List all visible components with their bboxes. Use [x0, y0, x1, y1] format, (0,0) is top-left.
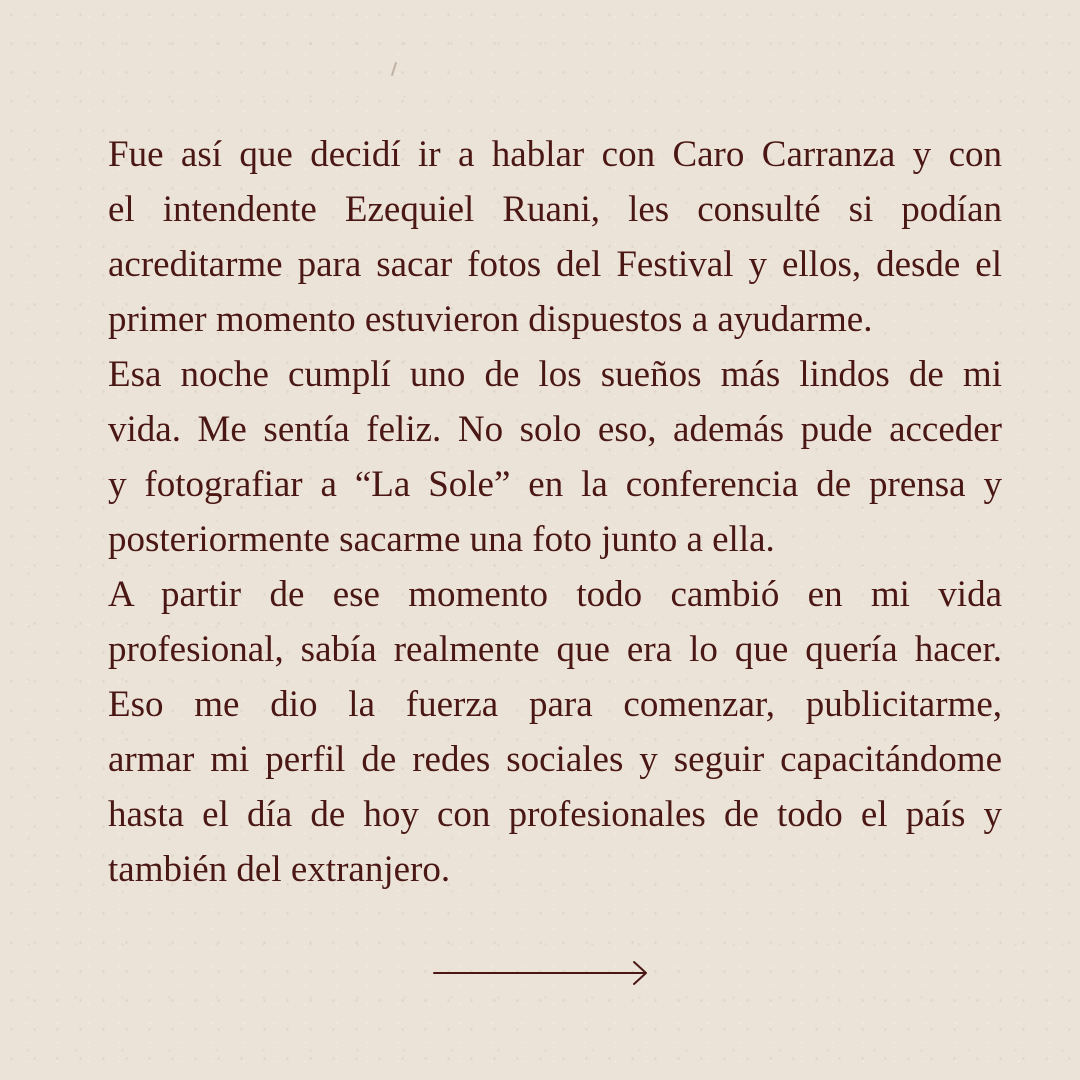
text-line: posteriormente sacarme una foto junto a ella.	[108, 519, 775, 560]
text-line: el intendente Ezequiel Ruani, les consulté si podían	[108, 189, 1002, 230]
paper-fleck	[391, 62, 397, 76]
text-line: vida. Me sentía feliz. No solo eso, además pude acceder	[108, 409, 1002, 450]
text-line: acreditarme para sacar fotos del Festival y ellos, desde el	[108, 244, 1002, 285]
text-line: Eso me dio la fuerza para comenzar, publicitarme,	[108, 684, 1002, 725]
text-line: hasta el día de hoy con profesionales de todo el país y	[108, 794, 1002, 835]
arrow-right-icon[interactable]	[433, 958, 649, 988]
text-line: profesional, sabía realmente que era lo que quería hacer.	[108, 629, 1002, 670]
text-line: primer momento estuvieron dispuestos a ayudarme.	[108, 299, 873, 340]
story-text	[108, 127, 1002, 897]
text-line: y fotografiar a “La Sole” en la conferencia de prensa y	[108, 464, 1002, 505]
text-line: A partir de ese momento todo cambió en mi vida	[108, 574, 1002, 615]
text-line: Esa noche cumplí uno de los sueños más lindos de mi	[108, 354, 1002, 395]
text-line: armar mi perfil de redes sociales y seguir capacitándome	[108, 739, 1002, 780]
text-line: Fue así que decidí ir a hablar con Caro Carranza y con	[108, 134, 1002, 175]
text-line: también del extranjero.	[108, 849, 451, 890]
